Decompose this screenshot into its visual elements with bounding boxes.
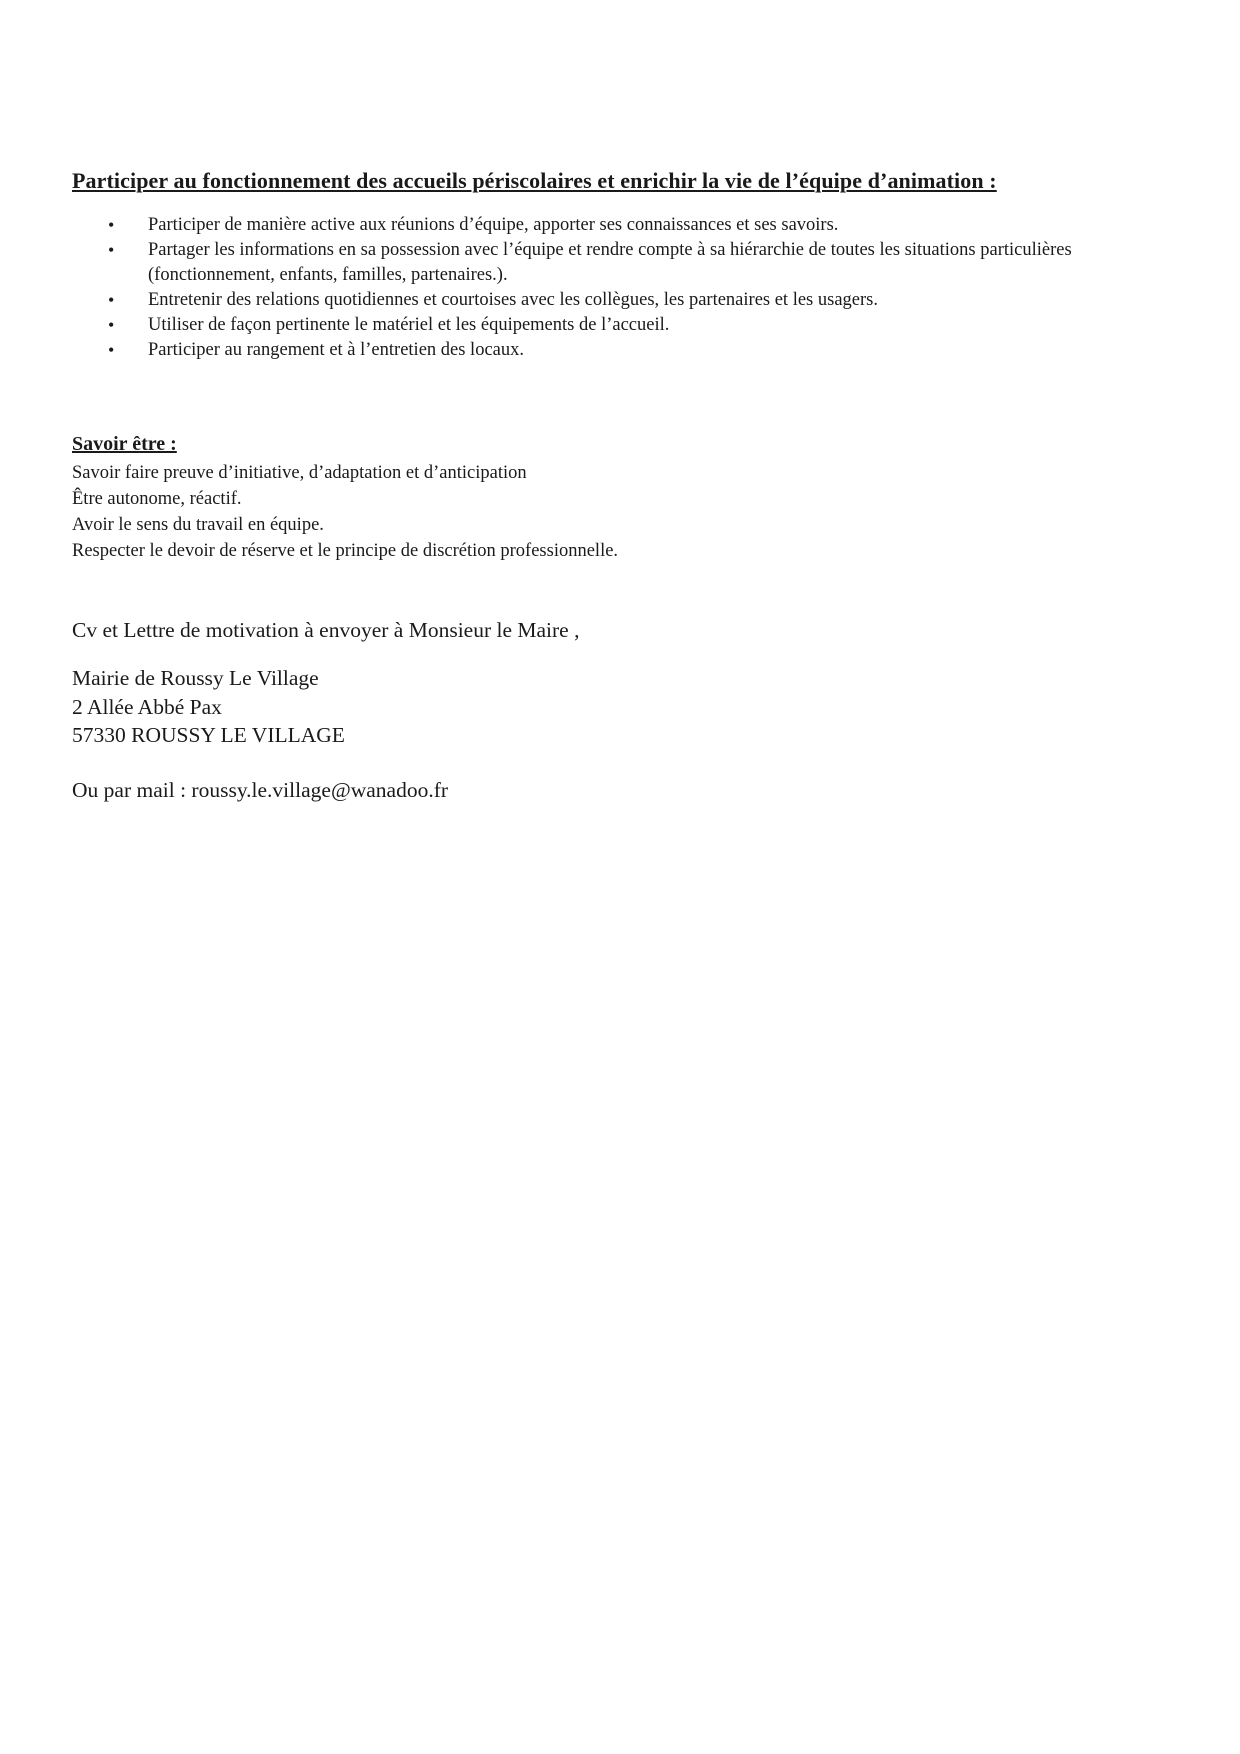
list-item: • Participer au rangement et à l’entretien des locaux. <box>108 338 1108 363</box>
address-line: 57330 ROUSSY LE VILLAGE <box>72 723 345 747</box>
skill-line: Avoir le sens du travail en équipe. <box>72 515 324 535</box>
tasks-heading: Participer au fonctionnement des accueils périscolaires et enrichir la vie de l’équipe d’animation : <box>72 168 997 193</box>
skill-line: Être autonome, réactif. <box>72 489 242 509</box>
application-instruction: Cv et Lettre de motivation à envoyer à Monsieur le Maire , <box>72 618 580 642</box>
list-item: • Partager les informations en sa possession avec l’équipe et rendre compte à sa hiérarchie de toutes les situations particulières (fonctionnement, enfants, familles, partenaires.). <box>108 238 1108 288</box>
mailing-address <box>72 664 345 750</box>
savoir-etre-heading: Savoir être : <box>72 433 177 455</box>
list-item: • Utiliser de façon pertinente le matériel et les équipements de l’accueil. <box>108 313 1108 338</box>
email-prefix: Ou par mail : <box>72 778 192 802</box>
skill-line: Respecter le devoir de réserve et le principe de discrétion professionnelle. <box>72 541 619 561</box>
skill-line: Savoir faire preuve d’initiative, d’adaptation et d’anticipation <box>72 463 527 483</box>
address-line: 2 Allée Abbé Pax <box>72 694 222 719</box>
savoir-etre-lines <box>72 460 618 564</box>
email-line <box>72 778 448 803</box>
address-line: Mairie de Roussy Le Village <box>72 666 319 690</box>
tasks-list <box>108 213 1108 363</box>
list-item: • Participer de manière active aux réunions d’équipe, apporter ses connaissances et ses savoirs. <box>108 213 1108 238</box>
email-link[interactable]: roussy.le.village@wanadoo.fr <box>191 778 449 802</box>
list-item: • Entretenir des relations quotidiennes et courtoises avec les collègues, les partenaires et les usagers. <box>108 288 1108 313</box>
